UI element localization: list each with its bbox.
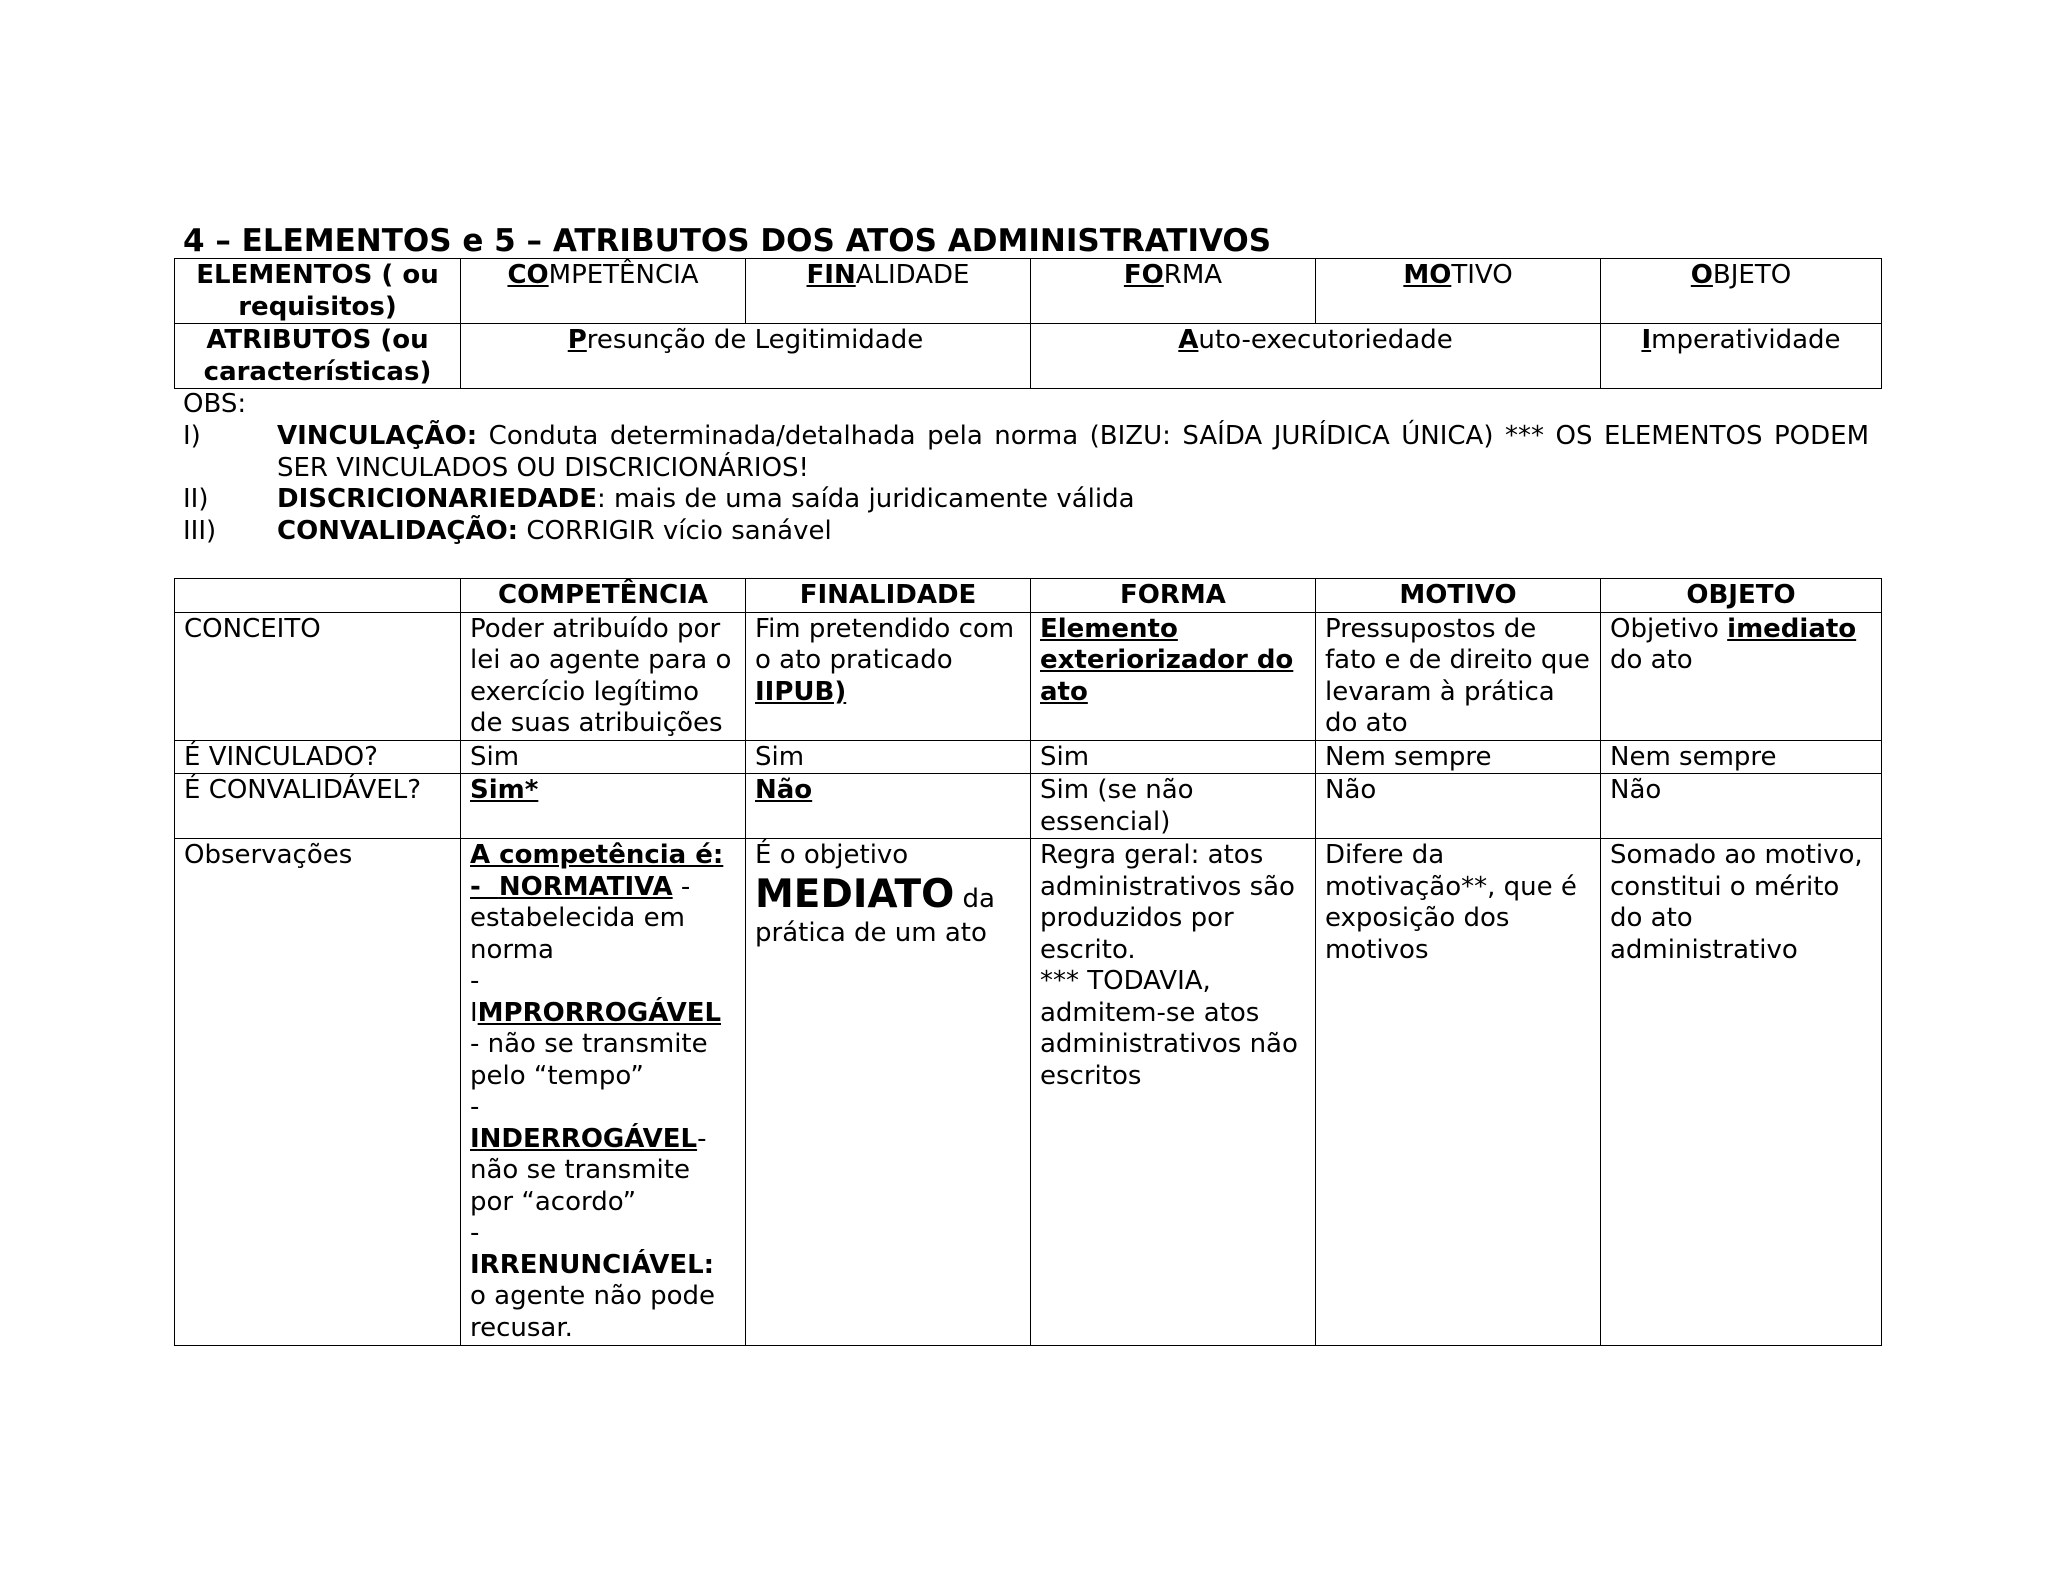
column-header: COMPETÊNCIA bbox=[461, 579, 746, 613]
column-header: FINALIDADE bbox=[746, 579, 1031, 613]
atributo-imperatividade: Imperatividade bbox=[1601, 324, 1882, 389]
obs-item-number: I) bbox=[183, 421, 201, 451]
row-conceito bbox=[175, 612, 1882, 740]
obs-item-body: CONVALIDAÇÃO: CORRIGIR vício sanável bbox=[277, 516, 832, 546]
column-header: OBJETO bbox=[1601, 579, 1882, 613]
elementos-header: ELEMENTOS ( ou requisitos) bbox=[175, 259, 461, 324]
convalidavel-forma: Sim (se não essencial) bbox=[1031, 774, 1316, 839]
conceito-competencia: Poder atribuído por lei ao agente para o exercício legítimo de suas atribuições bbox=[461, 612, 746, 740]
atributo-auto-executoriedade: Auto-executoriedade bbox=[1031, 324, 1601, 389]
obs-item-number: III) bbox=[183, 516, 217, 546]
obs-item-body: VINCULAÇÃO: Conduta determinada/detalhada pela norma (BIZU: SAÍDA JURÍDICA ÚNICA) *** OS ELEMENTOS PODEM SER VINCULADOS OU DISCRICIONÁRIOS! bbox=[277, 421, 1869, 483]
obs-label: OBS: bbox=[183, 389, 247, 419]
column-header: MOTIVO bbox=[1316, 579, 1601, 613]
obs-item-number: II) bbox=[183, 484, 209, 514]
row-vinculado bbox=[175, 740, 1882, 774]
detail-table bbox=[174, 578, 1882, 1346]
row-label: CONCEITO bbox=[175, 612, 461, 740]
obs-item-discricionariedade bbox=[183, 484, 1869, 516]
vinculado-value: Nem sempre bbox=[1316, 740, 1601, 774]
observacoes-forma: Regra geral: atos administrativos são produzidos por escrito. *** TODAVIA, admitem-se atos administrativos não escritos bbox=[1031, 839, 1316, 1346]
observacoes-motivo: Difere da motivação**, que é exposição dos motivos bbox=[1316, 839, 1601, 1346]
row-observacoes bbox=[175, 839, 1882, 1346]
obs-item-body: DISCRICIONARIEDADE: mais de uma saída juridicamente válida bbox=[277, 484, 1135, 514]
atributos-row bbox=[175, 324, 1882, 389]
vinculado-value: Sim bbox=[746, 740, 1031, 774]
elemento-motivo: MOTIVO bbox=[1316, 259, 1601, 324]
column-header: FORMA bbox=[1031, 579, 1316, 613]
convalidavel-objeto: Não bbox=[1601, 774, 1882, 839]
summary-table bbox=[174, 258, 1882, 389]
conceito-motivo: Pressupostos de fato e de direito que levaram à prática do ato bbox=[1316, 612, 1601, 740]
row-label: Observações bbox=[175, 839, 461, 1346]
observacoes-competencia: A competência é: - NORMATIVA - estabelecida em norma - IMPRORROGÁVEL - não se transmite pelo “tempo” - INDERROGÁVEL- não se transmite por “acordo” - IRRENUNCIÁVEL: o agente não pode recusar. bbox=[461, 839, 746, 1346]
vinculado-value: Nem sempre bbox=[1601, 740, 1882, 774]
convalidavel-finalidade: Não bbox=[746, 774, 1031, 839]
row-convalidavel bbox=[175, 774, 1882, 839]
elemento-finalidade: FINALIDADE bbox=[746, 259, 1031, 324]
convalidavel-competencia: Sim* bbox=[461, 774, 746, 839]
row-label: É VINCULADO? bbox=[175, 740, 461, 774]
conceito-objeto: Objetivo imediato do ato bbox=[1601, 612, 1882, 740]
atributos-header: ATRIBUTOS (ou características) bbox=[175, 324, 461, 389]
vinculado-value: Sim bbox=[1031, 740, 1316, 774]
row-label: É CONVALIDÁVEL? bbox=[175, 774, 461, 839]
elemento-competencia: COMPETÊNCIA bbox=[461, 259, 746, 324]
elemento-objeto: OBJETO bbox=[1601, 259, 1882, 324]
elementos-row bbox=[175, 259, 1882, 324]
elemento-forma: FORMA bbox=[1031, 259, 1316, 324]
observacoes-finalidade: É o objetivo MEDIATO da prática de um ato bbox=[746, 839, 1031, 1346]
convalidavel-motivo: Não bbox=[1316, 774, 1601, 839]
conceito-forma: Elemento exteriorizador do ato bbox=[1031, 612, 1316, 740]
detail-header-row bbox=[175, 579, 1882, 613]
page-title: 4 – ELEMENTOS e 5 – ATRIBUTOS DOS ATOS ADMINISTRATIVOS bbox=[183, 223, 1272, 259]
observacoes-objeto: Somado ao motivo, constitui o mérito do ato administrativo bbox=[1601, 839, 1882, 1346]
obs-item-convalidacao bbox=[183, 516, 1869, 548]
conceito-finalidade: Fim pretendido com o ato praticado IIPUB) bbox=[746, 612, 1031, 740]
vinculado-value: Sim bbox=[461, 740, 746, 774]
atributo-presuncao: Presunção de Legitimidade bbox=[461, 324, 1031, 389]
detail-header-empty bbox=[175, 579, 461, 613]
obs-item-vinculacao bbox=[183, 421, 1869, 484]
